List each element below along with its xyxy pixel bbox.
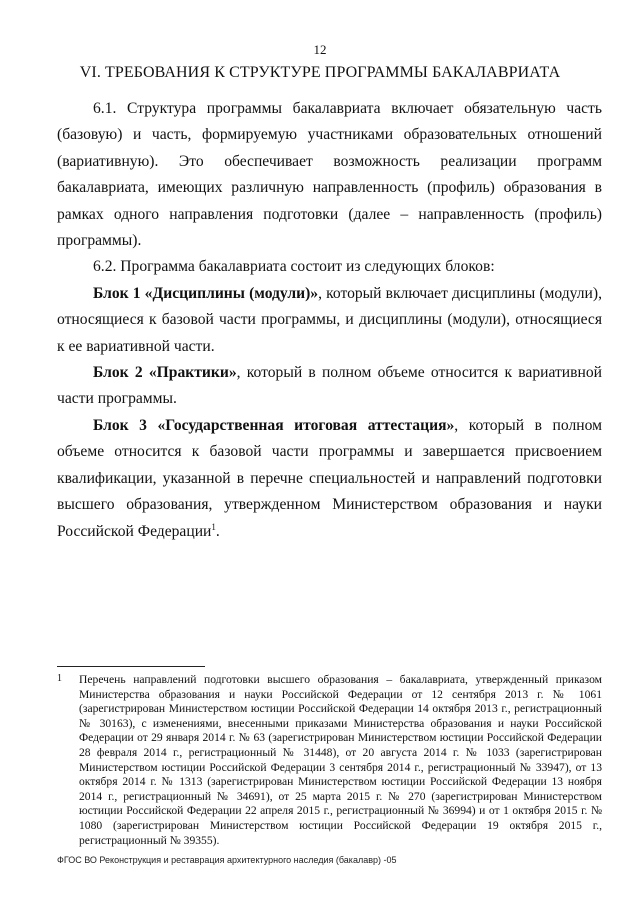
paragraph-block-3 <box>57 413 602 545</box>
block-2-text: , который в полном объеме относится к вариативной части программы. <box>57 364 602 408</box>
paragraph-6-1: 6.1. Структура программы бакалавриата включает обязательную часть (базовую) и часть, формируемую участниками образовательных отношений (вариативную). Это обеспечивает возможность реализации программ бакалавриата, имеющих различную направленность (профиль) образования в рамках одного направления подготовки (далее – направленность (профиль) программы). <box>57 100 602 250</box>
footnote <box>57 673 602 848</box>
footnote-reference[interactable]: 1 <box>211 521 216 532</box>
block-3-title: Блок 3 «Государственная итоговая аттестация» <box>93 416 455 434</box>
paragraph-block-2 <box>57 360 602 413</box>
footnote-text: Перечень направлений подготовки высшего образования – бакалавриата, утвержденный приказом Министерства образования и науки Российской Федерации от 12 сентября 2013 г. № 1061 (зарегистрирован Министерством юстиции Российской Федерации 14 октября 2013 г., регистрационный № 30163), с изменениями, внесенными приказами Министерства образования и науки Российской Федерации от 29 января 2014 г. № 63 (зарегистрирован Министерством юстиции Российской Федерации 28 февраля 2014 г., регистрационный № 31448), от 20 августа 2014 г. № 1033 (зарегистрирован Министерством юстиции Российской Федерации 3 сентября 2014 г., регистрационный № 33947), от 13 октября 2014 г. № 1313 (зарегистрирован Министерством юстиции Российской Федерации 13 ноября 2014 г., регистрационный № 34691), от 25 марта 2015 г. № 270 (зарегистрирован Министерством юстиции Российской Федерации 22 апреля 2015 г., регистрационный № 36994) и от 1 октября 2015 г. № 1080 (зарегистрирован Министерством юстиции Российской Федерации 19 октября 2015 г., регистрационный № 39355). <box>79 673 602 847</box>
block-3-text: , который в полном объеме относится к базовой части программы и завершается присвоением квалификации, указанной в перечне специальностей и направлений подготовки высшего образования, утвержденном Министерством образования и науки Российской Федерации <box>57 416 602 540</box>
document-body <box>57 96 602 545</box>
block-3-end: . <box>215 522 220 540</box>
paragraph-block-1 <box>57 281 602 360</box>
block-1-text: , который включает дисциплины (модули), относящиеся к базовой части программы, и дисциплины (модули), относящиеся к ее вариативной части. <box>57 284 602 355</box>
footnote-divider <box>57 666 205 667</box>
section-heading: VI. ТРЕБОВАНИЯ К СТРУКТУРЕ ПРОГРАММЫ БАКАЛАВРИАТА <box>79 64 561 81</box>
footnote-mark: 1 <box>57 673 62 684</box>
block-2-title: Блок 2 «Практики» <box>93 364 237 382</box>
block-1-title: Блок 1 «Дисциплины (модули)» <box>93 284 319 302</box>
page-number: 12 <box>313 42 327 57</box>
document-footer: ФГОС ВО Реконструкция и реставрация архитектурного наследия (бакалавр) -05 <box>57 855 397 865</box>
paragraph-6-2: 6.2. Программа бакалавриата состоит из следующих блоков: <box>93 258 495 276</box>
